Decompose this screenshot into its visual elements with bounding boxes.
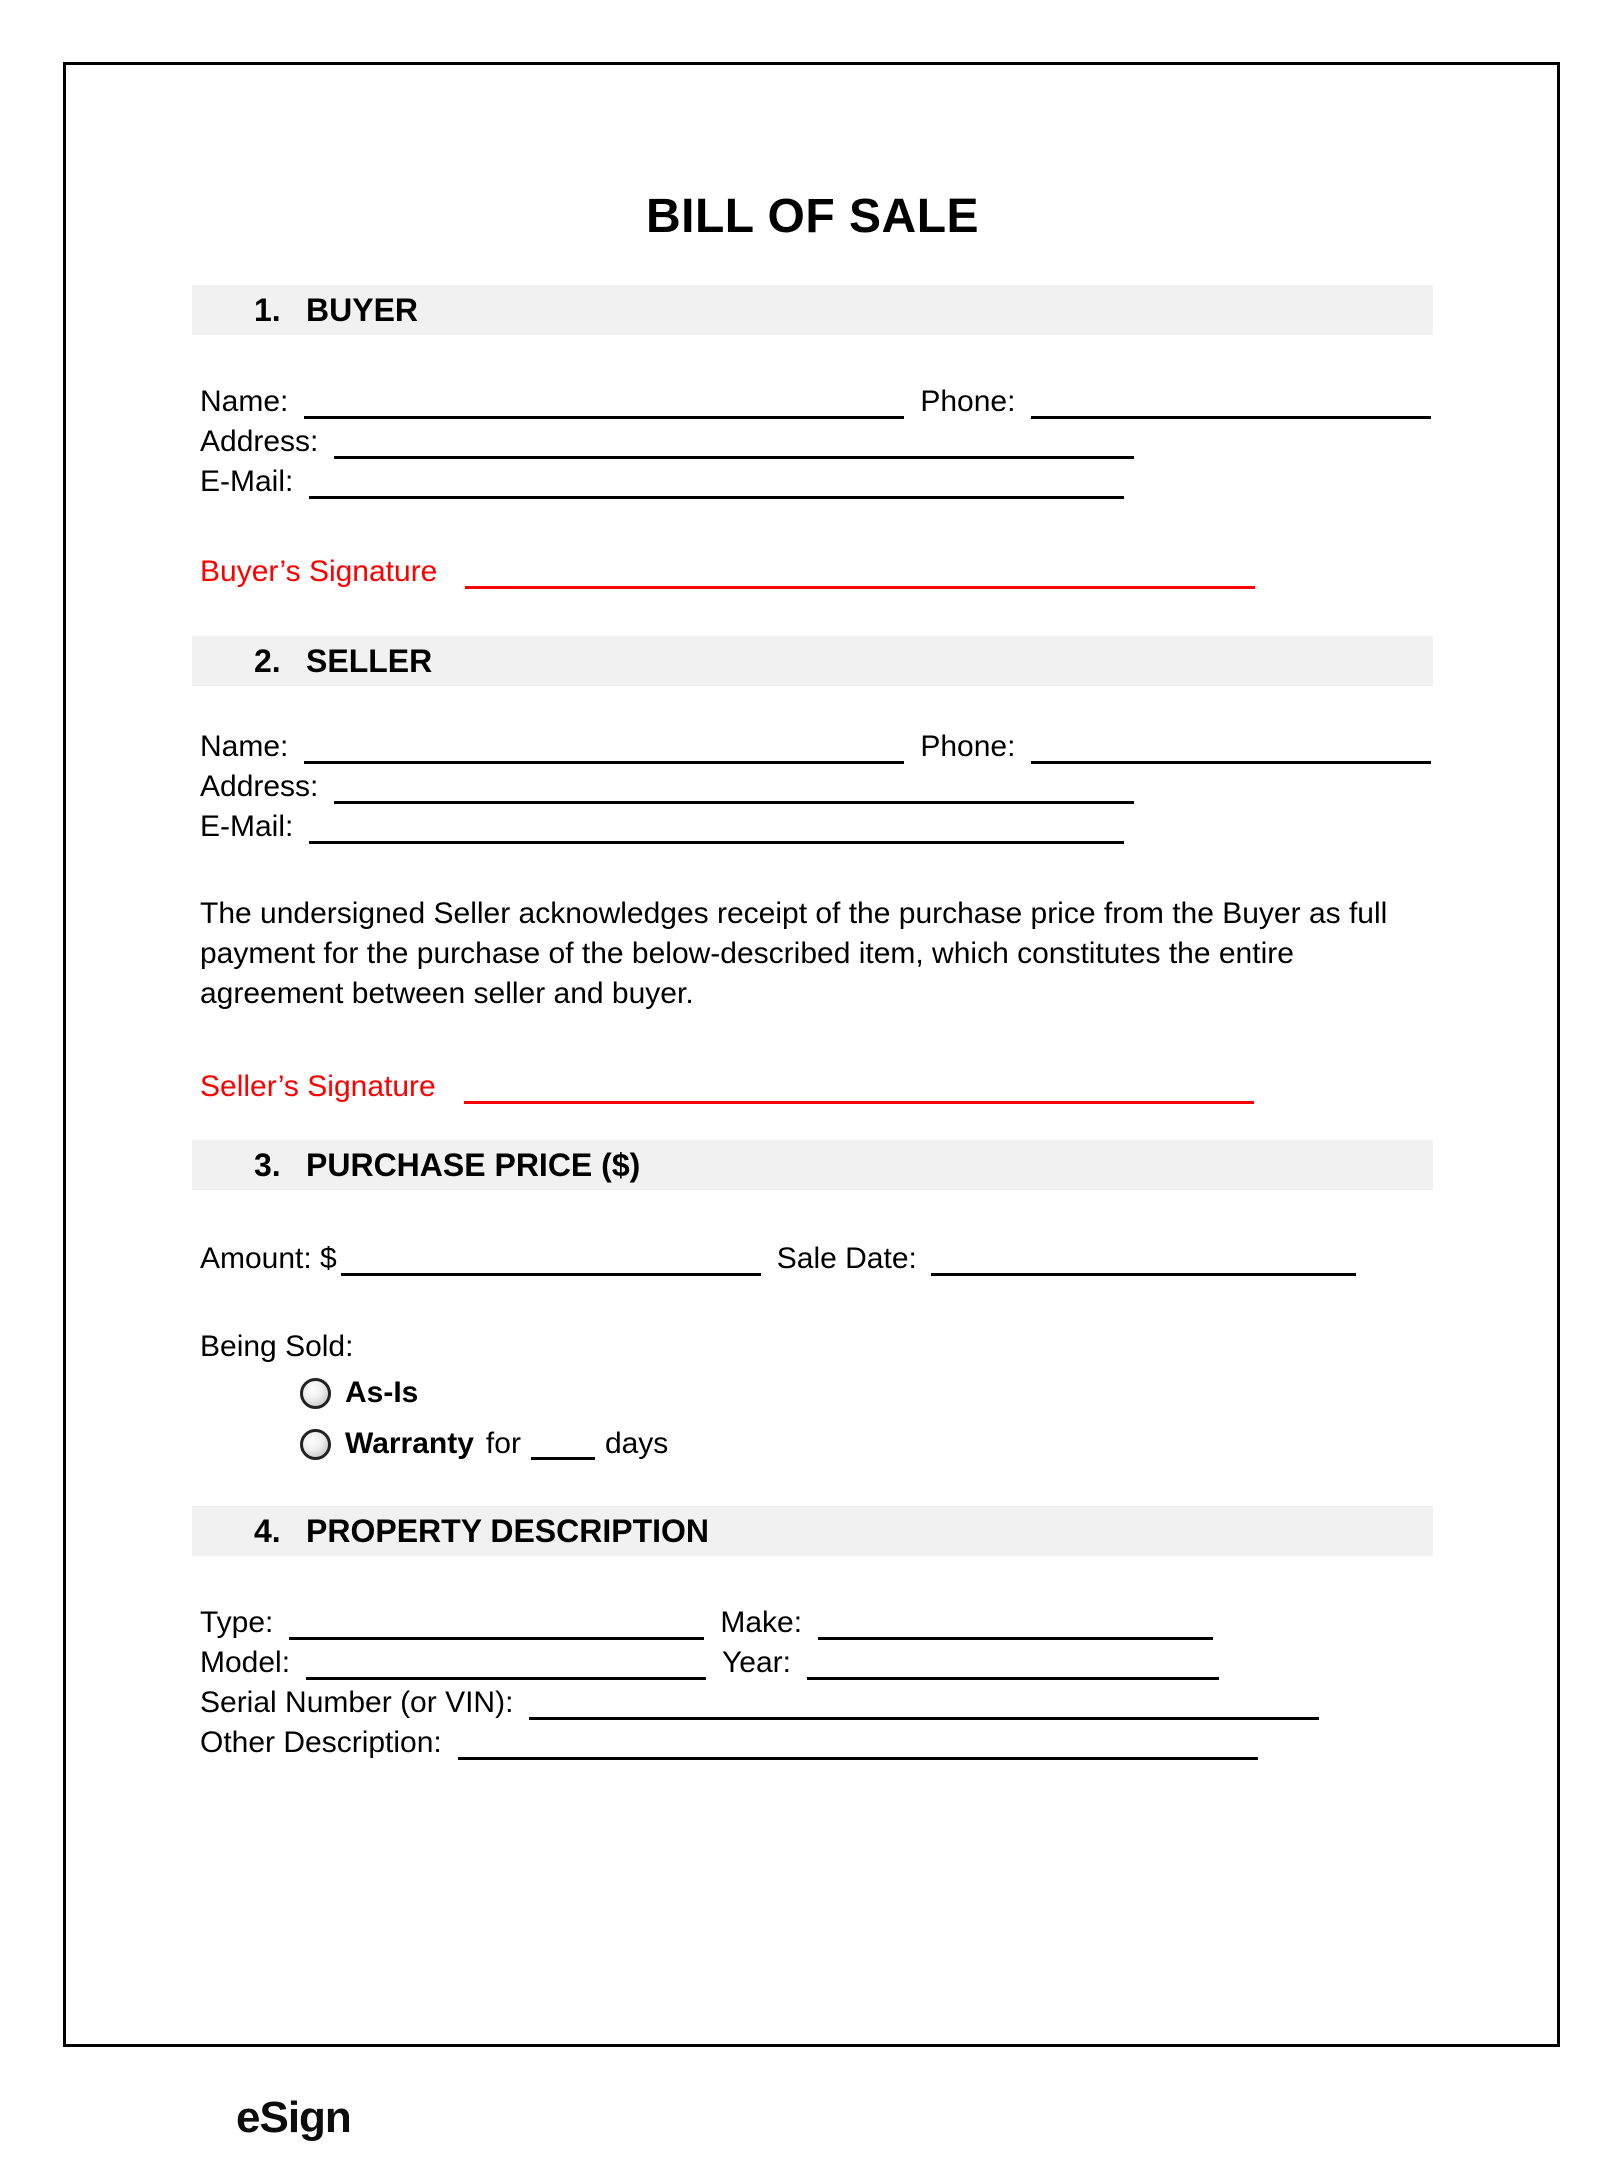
- bill-of-sale-document: [63, 62, 1560, 2142]
- being-sold-label: Being Sold:: [200, 1330, 354, 1363]
- seller-email-label: E-Mail:: [200, 810, 294, 843]
- section-title: SELLER: [306, 642, 433, 679]
- seller-name-input[interactable]: [304, 726, 904, 764]
- serial-input[interactable]: [529, 1682, 1319, 1720]
- seller-signature-label: Seller’s Signature: [200, 1070, 436, 1103]
- model-year-row: [200, 1640, 1557, 1680]
- section-header-purchase-price: [192, 1140, 1433, 1190]
- other-description-input[interactable]: [458, 1722, 1258, 1760]
- warranty-for-label: for: [485, 1427, 521, 1460]
- warranty-label: Warranty: [345, 1427, 474, 1460]
- type-input[interactable]: [289, 1602, 704, 1640]
- amount-saledate-row: [200, 1236, 1557, 1276]
- other-description-row: [200, 1720, 1557, 1760]
- seller-address-row: [200, 764, 1557, 804]
- buyer-phone-label: Phone:: [920, 385, 1016, 418]
- seller-phone-label: Phone:: [920, 730, 1016, 763]
- section-number: 1.: [254, 291, 281, 328]
- buyer-signature-label: Buyer’s Signature: [200, 555, 438, 588]
- seller-address-input[interactable]: [334, 766, 1134, 804]
- buyer-phone-input[interactable]: [1031, 381, 1431, 419]
- sale-date-input[interactable]: [931, 1238, 1356, 1276]
- buyer-fields: [200, 379, 1557, 499]
- section-title: PROPERTY DESCRIPTION: [306, 1512, 710, 1549]
- buyer-name-label: Name:: [200, 385, 289, 418]
- seller-name-label: Name:: [200, 730, 289, 763]
- warranty-days-label: days: [604, 1427, 669, 1460]
- section-title: PURCHASE PRICE ($): [306, 1146, 641, 1183]
- seller-phone-input[interactable]: [1031, 726, 1431, 764]
- seller-name-phone-row: [200, 724, 1557, 764]
- model-input[interactable]: [306, 1642, 706, 1680]
- esign-logo: eSign: [236, 2093, 351, 2142]
- make-label: Make:: [720, 1606, 803, 1639]
- section-header-property-description: [192, 1506, 1433, 1556]
- document-title: BILL OF SALE: [645, 190, 980, 243]
- seller-signature-row: [200, 1064, 1557, 1104]
- section-header-buyer: [192, 285, 1433, 335]
- property-fields: [200, 1600, 1557, 1760]
- buyer-address-input[interactable]: [334, 421, 1134, 459]
- make-input[interactable]: [818, 1602, 1213, 1640]
- seller-signature-input[interactable]: [464, 1066, 1254, 1104]
- year-label: Year:: [722, 1646, 791, 1679]
- section-header-seller: [192, 636, 1433, 686]
- as-is-radio[interactable]: [300, 1378, 331, 1409]
- seller-acknowledgement-paragraph: The undersigned Seller acknowledges receipt of the purchase price from the Buyer as full payment for the purchase of the below-described item, which constitutes the entire agreement between seller and buyer.: [200, 897, 1388, 1010]
- model-label: Model:: [200, 1646, 291, 1679]
- type-label: Type:: [200, 1606, 274, 1639]
- buyer-name-phone-row: [200, 379, 1557, 419]
- buyer-email-label: E-Mail:: [200, 465, 294, 498]
- buyer-name-input[interactable]: [304, 381, 904, 419]
- seller-address-label: Address:: [200, 770, 319, 803]
- being-sold-row: [200, 1324, 1557, 1364]
- buyer-address-label: Address:: [200, 425, 319, 458]
- section-title: BUYER: [306, 291, 419, 328]
- serial-row: [200, 1680, 1557, 1720]
- section-number: 2.: [254, 642, 281, 679]
- as-is-option: [300, 1371, 1557, 1415]
- other-description-label: Other Description:: [200, 1726, 442, 1759]
- warranty-days-input[interactable]: [531, 1428, 595, 1460]
- buyer-signature-row: [200, 549, 1557, 589]
- seller-email-row: [200, 804, 1557, 844]
- as-is-label: As-Is: [345, 1376, 419, 1409]
- warranty-radio[interactable]: [300, 1429, 331, 1460]
- type-make-row: [200, 1600, 1557, 1640]
- section-number: 4.: [254, 1512, 281, 1549]
- buyer-address-row: [200, 419, 1557, 459]
- seller-email-input[interactable]: [309, 806, 1124, 844]
- seller-fields: [200, 724, 1557, 844]
- amount-input[interactable]: [341, 1238, 761, 1276]
- section-number: 3.: [254, 1146, 281, 1183]
- buyer-signature-input[interactable]: [465, 551, 1255, 589]
- serial-label: Serial Number (or VIN):: [200, 1686, 514, 1719]
- warranty-option: [300, 1422, 1557, 1466]
- buyer-email-input[interactable]: [309, 461, 1124, 499]
- amount-label: Amount: $: [200, 1242, 337, 1275]
- buyer-email-row: [200, 459, 1557, 499]
- year-input[interactable]: [807, 1642, 1219, 1680]
- sale-date-label: Sale Date:: [776, 1242, 917, 1275]
